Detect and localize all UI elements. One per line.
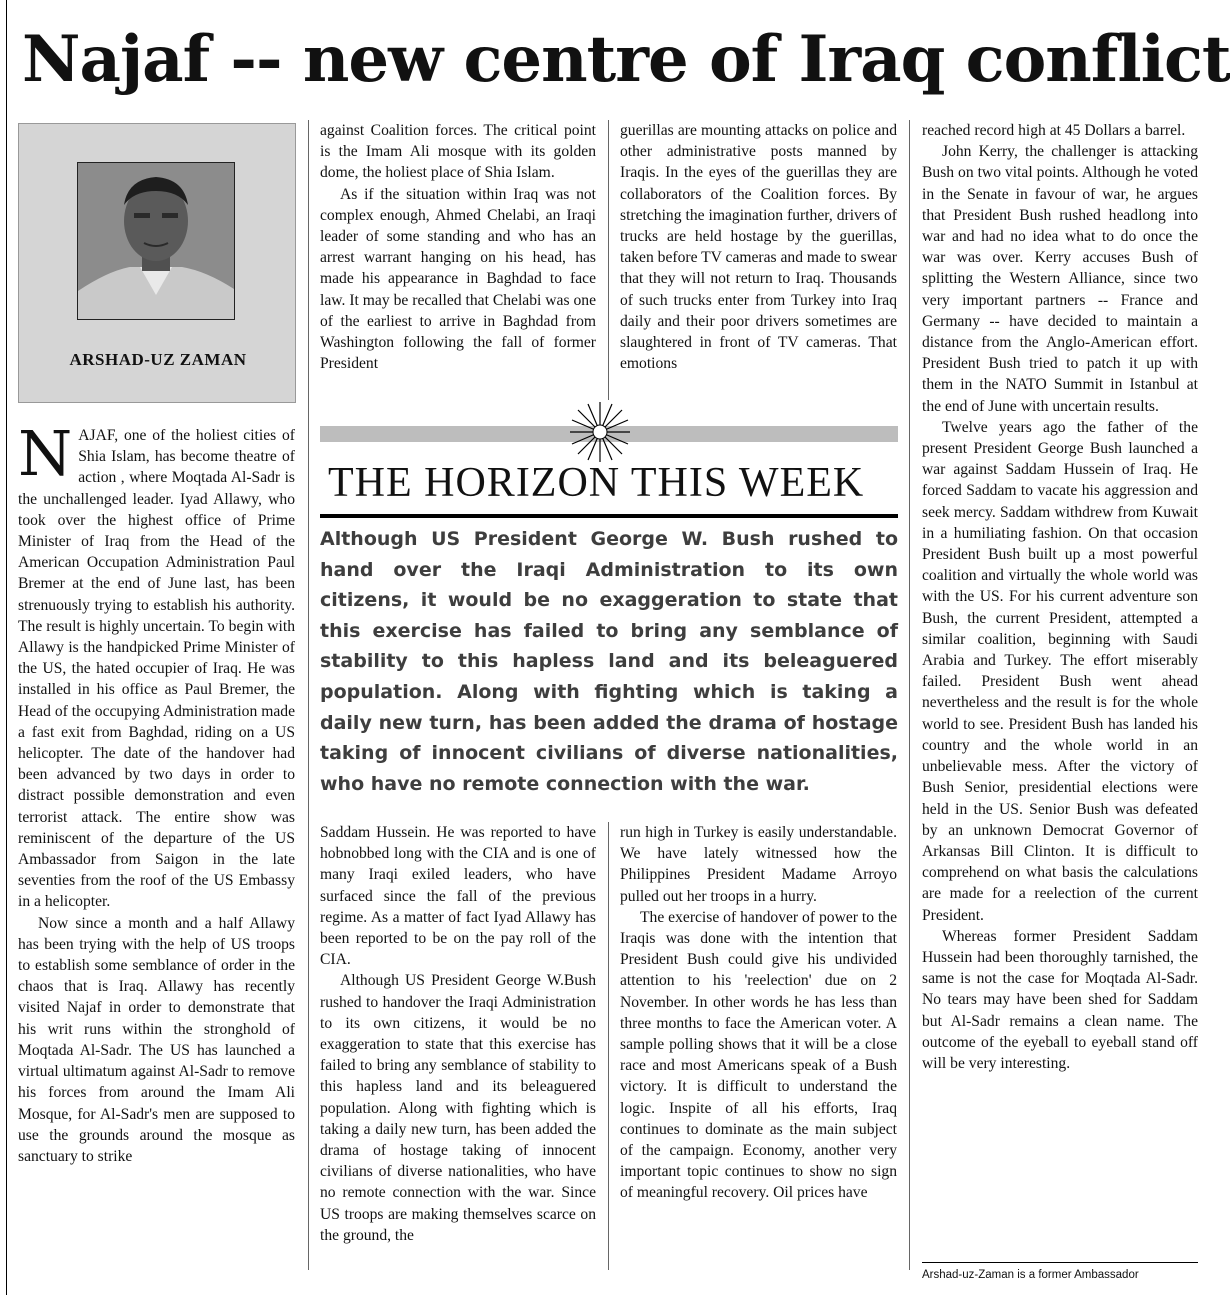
page-left-rule: [6, 0, 7, 1295]
article-column-1: [18, 417, 295, 1167]
article-column-3-top: [620, 120, 897, 374]
column-rule: [308, 120, 309, 1270]
article-column-2-top: [320, 120, 596, 374]
article-column-4: [922, 120, 1198, 1074]
author-footnote: Arshad-uz-Zaman is a former Ambassador: [922, 1269, 1139, 1281]
article-paragraph: run high in Turkey is easily understandable. We have lately witnessed how the Philippines President Madame Arroyo pulled out her troops in a hurry.: [620, 824, 897, 905]
article-paragraph: John Kerry, the challenger is attacking Bush on two vital points. Although he voted in the Senate in favour of war, he argues that President Bush rushed headlong into war and had no idea what to do once the war was over. Kerry accuses Bush of splitting the Western Alliance, since two very important partners -- France and Germany -- have decided to maintain a distance from the Anglo-American effort. President Bush tried to patch it up with them in the NATO Summit in Istanbul at the end of June with uncertain results.: [922, 143, 1198, 415]
article-paragraph: NAJAF, one of the holiest cities of Shia Islam, has become theatre of action , where Moqtada Al-Sadr is the unchallenged leader. Iyad Allawy, who took over the highest office of Prime Minister of Iraq from the Head of the American Occupation Administration Paul Bremer at the end of June last, has been strenuously trying to establish his authority. The result is highly uncertain. To begin with Allawy is the handpicked Prime Minister of the US, the hated occupier of Iraq. He was installed in his office as Paul Bremer, the Head of the occupying Administration made a fast exit from Baghdad, riding on a US helicopter. The date of the handover had been advanced by two days in order to distract possible demonstration and even terrorist attack. The entire show was reminiscent of the departure of the US Ambassador from Saigon in the late seventies from the roof of the US Embassy in a helicopter.: [18, 417, 295, 911]
column-rule: [608, 120, 609, 400]
horizon-summary: Although US President George W. Bush rushed to hand over the Iraqi Administration to its own citizens, it would be no exaggeration to state that this exercise has failed to bring any semblance of stability to this hapless land and its beleaguered population. Along with fighting which is taking a daily new turn, has been added the drama of hostage taking of innocent civilians of diverse nationalities, who have no remote connection with the war.: [320, 528, 898, 795]
article-paragraph: The exercise of handover of power to the Iraqis was done with the intention that President Bush could give his undivided attention to his 'reelection' due on 2 November. In other words he has less than three months to face the American voter. A sample polling shows that it will be a close race and most Americans speak of a Bush victory. It is difficult to understand the logic. Inspite of all his efforts, Iraq continues to dominate as the main subject of the campaign. Economy, another very important topic continues to show no sign of meaningful recovery. Oil prices have: [620, 908, 897, 1202]
starburst-icon: [568, 400, 632, 464]
article-paragraph: Twelve years ago the father of the present President George Bush launched a war against Saddam Hussein of Iraq. He forced Saddam to vacate his aggression and seek mercy. Saddam withdrew from Kuwait in a humiliating fashion. On that occasion President Bush built up a most powerful coalition and virtually the whole world was with the US. For his current adventure son Bush, the current President, attempted a similar coalition, beginning with Saudi Arabia and Turkey. The effort miserably failed. President Bush went ahead nevertheless and the result is for the whole world to see. President Bush has landed his country and the whole world in an unbelievable mess. After the victory of Bush Senior, presidential elections were held in the US. Senior Bush was defeated by an unknown Democrat Governor of Arkansas Bill Clinton. It is difficult to comprehend on what basis the calculations are made for a reelection of the current President.: [922, 418, 1198, 924]
article-paragraph: reached record high at 45 Dollars a barrel.: [922, 122, 1186, 139]
column-rule: [608, 822, 609, 1270]
article-paragraph: Now since a month and a half Allawy has been trying with the help of US troops to establish some semblance of order in the chaos that is Iraq. Allawy has recently visited Najaf in order to demonstrate that his writ runs within the stronghold of Moqtada Al-Sadr. The US has launched a virtual ultimatum against Al-Sadr to remove his forces from around the Imam Ali Mosque, for Al-Sadr's men are supposed to use the grounds around the mosque as sanctuary to strike: [18, 914, 295, 1165]
author-portrait-image: [78, 163, 234, 319]
column-rule: [909, 120, 910, 1270]
headline: Najaf -- new centre of Iraq conflict: [22, 22, 1230, 97]
article-paragraph: against Coalition forces. The critical point is the Imam Ali mosque with its golden dome, the holiest place of Shia Islam.: [320, 122, 596, 182]
article-column-3-bottom: [620, 822, 897, 1204]
article-column-2-bottom: [320, 822, 596, 1246]
horizon-title: THE HORIZON THIS WEEK: [328, 460, 865, 506]
horizon-sidebar: [320, 400, 898, 816]
article-paragraph: guerillas are mounting attacks on police and other administrative posts manned by Iraqis. In the eyes of the guerillas they are collaborators of the Coalition forces. By stretching the imagination further, drivers of trucks are held hostage by the guerillas, taken before TV cameras and made to swear that they will not return to Iraq. Thousands of such trucks enter from Turkey into Iraq daily and their poor drivers sometimes are slaughtered in front of TV cameras. That emotions: [620, 122, 897, 373]
footer-rule: [922, 1262, 1198, 1263]
article-paragraph: Although US President George W.Bush rushed to handover the Iraqi Administration to its own citizens, it would be no exaggeration to state that this exercise has failed to bring any semblance of stability to this hapless land and its beleaguered population. Along with fighting which is taking a daily new turn, has been added the drama of hostage taking of innocent civilians of diverse nationalities, who have no remote connection with the war. Since US troops are making themselves scarce on the ground, the: [320, 972, 596, 1244]
article-paragraph: Whereas former President Saddam Hussein had been thoroughly tarnished, the same is not the case for Moqtada Al-Sadr. No tears may have been shed for Saddam but Al-Sadr remains a clean name. The outcome of the eyeball to eyeball stand off will be very interesting.: [922, 927, 1198, 1072]
article-paragraph: As if the situation within Iraq was not complex enough, Ahmed Chelabi, an Iraqi leader of some standing and who has an arrest warrant hanging on his head, has made his appearance in Baghdad to face law. It may be recalled that Chelabi was one of the earliest to arrive in Baghdad from Washington following the fall of former President: [320, 185, 596, 373]
horizon-underline: [320, 514, 898, 518]
author-name: ARSHAD-UZ ZAMAN: [69, 350, 247, 369]
author-photo: [77, 162, 235, 320]
drop-cap: N: [18, 417, 73, 490]
author-box: [18, 123, 296, 403]
article-paragraph: Saddam Hussein. He was reported to have hobnobbed long with the CIA and is one of many Iraqi exiled leaders, who have surfaced since the fall of the previous regime. As a matter of fact Iyad Allawy has been reported to be on the pay roll of the CIA.: [320, 824, 596, 969]
